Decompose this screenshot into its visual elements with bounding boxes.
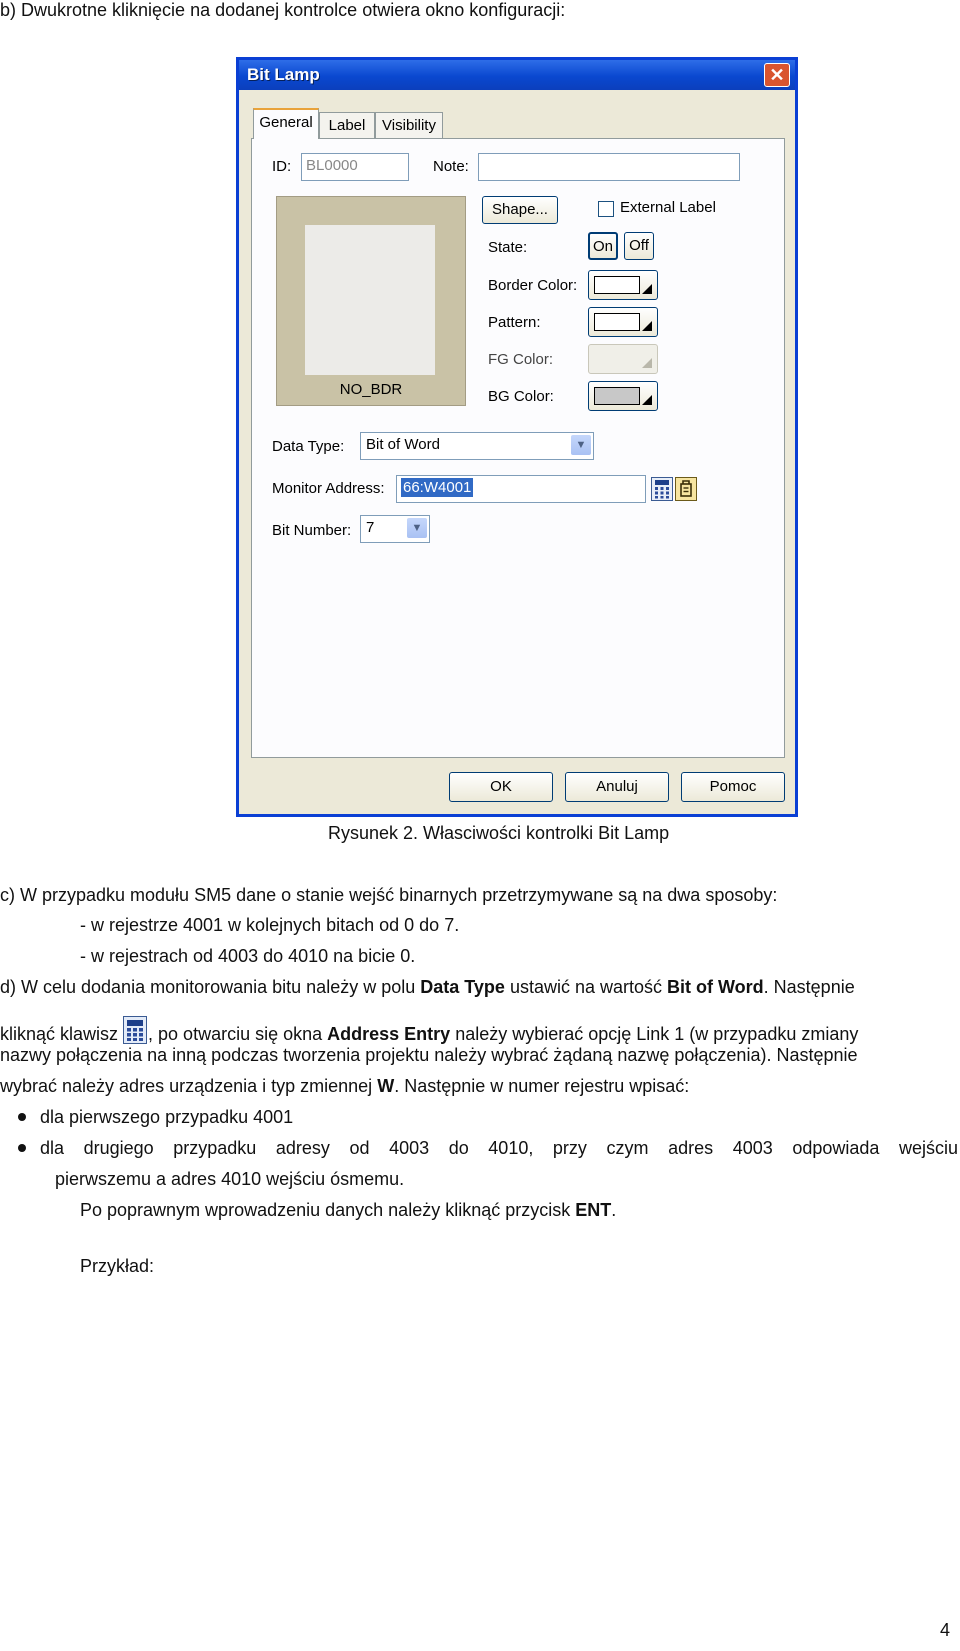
list-item: - w rejestrach od 4003 do 4010 na bicie 0. bbox=[80, 946, 416, 966]
chevron-down-icon: ▼ bbox=[407, 518, 427, 538]
data-type-value: Bit of Word bbox=[366, 436, 440, 453]
figure-caption: Rysunek 2. Własciwości kontrolki Bit Lamp bbox=[328, 823, 670, 843]
chevron-down-icon: ▼ bbox=[571, 435, 591, 455]
dropdown-arrow-icon bbox=[642, 358, 652, 368]
lamp-preview bbox=[305, 225, 435, 375]
fg-color-picker bbox=[588, 344, 658, 374]
section-c-text: c) W przypadku modułu SM5 dane o stanie wejść binarnych przetrzymywane są na dwa sposoby: bbox=[0, 885, 778, 905]
data-type-label: Data Type: bbox=[272, 438, 345, 455]
dropdown-arrow-icon bbox=[642, 395, 652, 405]
bit-number-select[interactable] bbox=[360, 515, 430, 543]
external-label-text: External Label bbox=[620, 199, 716, 216]
shape-preview bbox=[276, 196, 466, 406]
bullet-icon bbox=[18, 1113, 26, 1121]
calculator-icon[interactable] bbox=[651, 477, 673, 501]
bit-lamp-dialog bbox=[236, 57, 798, 817]
state-on-button[interactable]: On bbox=[588, 232, 618, 260]
help-button[interactable]: Pomoc bbox=[681, 772, 785, 802]
example-label: Przykład: bbox=[80, 1256, 155, 1276]
bg-color-swatch bbox=[594, 387, 640, 405]
pattern-swatch bbox=[594, 313, 640, 331]
pattern-picker[interactable] bbox=[588, 307, 658, 337]
list-item: dla drugiego przypadku adresy od 4003 do 4010, przy czym adres 4003 odpowiada wejściu bbox=[40, 1138, 958, 1158]
enter-instruction: Po poprawnym wprowadzeniu danych należy kliknąć przycisk ENT. bbox=[80, 1200, 617, 1220]
close-icon[interactable]: ✕ bbox=[764, 63, 790, 87]
dropdown-arrow-icon bbox=[642, 284, 652, 294]
list-item: dla pierwszego przypadku 4001 bbox=[40, 1107, 294, 1127]
monitor-address-label: Monitor Address: bbox=[272, 480, 385, 497]
fg-color-label: FG Color: bbox=[488, 351, 554, 368]
border-color-swatch bbox=[594, 276, 640, 294]
pattern-label: Pattern: bbox=[488, 314, 541, 331]
note-field[interactable] bbox=[478, 153, 740, 181]
tag-library-icon[interactable] bbox=[675, 477, 697, 501]
state-off-button[interactable]: Off bbox=[624, 232, 654, 260]
list-item: - w rejestrze 4001 w kolejnych bitach od 0 do 7. bbox=[80, 915, 460, 935]
bullet-icon bbox=[18, 1144, 26, 1152]
bg-color-picker[interactable] bbox=[588, 381, 658, 411]
preview-caption: NO_BDR bbox=[339, 381, 403, 398]
bit-number-value: 7 bbox=[366, 519, 375, 536]
general-tab-panel bbox=[251, 138, 785, 758]
monitor-address-value: 66:W4001 bbox=[403, 479, 472, 496]
id-field: BL0000 bbox=[301, 153, 409, 181]
dropdown-arrow-icon bbox=[642, 321, 652, 331]
section-d-line-2: kliknąć klawisz , po otwarciu się okna Address Entry należy wybierać opcję Link 1 (w przypadku zmiany bbox=[0, 1016, 858, 1045]
dialog-title: Bit Lamp bbox=[247, 65, 320, 84]
bg-color-label: BG Color: bbox=[488, 388, 554, 405]
data-type-select[interactable] bbox=[360, 432, 594, 460]
list-item-continuation: pierwszemu a adres 4010 wejściu ósmemu. bbox=[55, 1169, 405, 1189]
id-label: ID: bbox=[272, 158, 292, 175]
bit-number-label: Bit Number: bbox=[272, 522, 352, 539]
tab-visibility[interactable]: Visibility bbox=[375, 112, 443, 138]
border-color-picker[interactable] bbox=[588, 270, 658, 300]
section-d-line-3: nazwy połączenia na inną podczas tworzenia projektu należy wybrać żądaną nazwę połączenia). Następnie bbox=[0, 1045, 858, 1065]
tab-label[interactable]: Label bbox=[319, 112, 375, 138]
intro-line: b) Dwukrotne kliknięcie na dodanej kontrolce otwiera okno konfiguracji: bbox=[0, 0, 566, 20]
cancel-button[interactable]: Anuluj bbox=[565, 772, 669, 802]
calculator-icon bbox=[123, 1016, 147, 1044]
border-color-label: Border Color: bbox=[488, 277, 578, 294]
section-d-line-1: d) W celu dodania monitorowania bitu należy w polu Data Type ustawić na wartość Bit of Word. Następnie bbox=[0, 977, 855, 997]
note-label: Note: bbox=[433, 158, 469, 175]
ok-button[interactable]: OK bbox=[449, 772, 553, 802]
tab-general[interactable]: General bbox=[253, 108, 319, 139]
page-number: 4 bbox=[940, 1620, 951, 1640]
section-d-line-4: wybrać należy adres urządzenia i typ zmiennej W. Następnie w numer rejestru wpisać: bbox=[0, 1076, 690, 1096]
shape-button[interactable]: Shape... bbox=[482, 196, 558, 224]
state-label: State: bbox=[488, 239, 528, 256]
external-label-checkbox[interactable] bbox=[598, 201, 614, 217]
dialog-titlebar[interactable] bbox=[239, 60, 795, 90]
monitor-address-input[interactable] bbox=[396, 475, 646, 503]
